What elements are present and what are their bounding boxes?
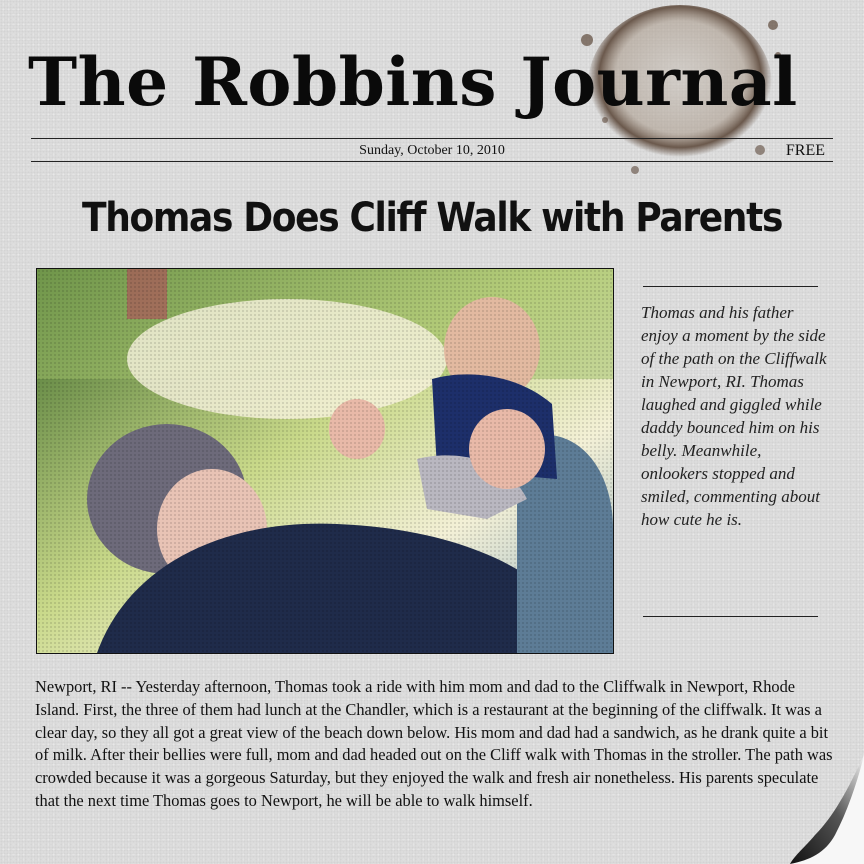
- issue-price: FREE: [785, 142, 825, 159]
- article-photo: [36, 268, 614, 654]
- top-rule: [31, 138, 833, 139]
- masthead-title: The Robbins Journal: [28, 43, 798, 121]
- issue-date: Sunday, October 10, 2010: [359, 143, 505, 158]
- caption-bottom-rule: [643, 616, 818, 617]
- article-body: Newport, RI -- Yesterday afternoon, Thomas took a ride with him mom and dad to the Cliffwalk in Newport, Rhode Island. First, the three of them had lunch at the Chandler, which is a restaurant at the beginning of the cliffwalk. It was a clear day, so they all got a great view of the beach down below. His mom and dad had a sandwich, as he drank quite a bit of milk. After their bellies were full, mom and dad headed out on the Cliff walk with Thomas in the stroller. The path was crowded because it was a gorgeous Saturday, but they enjoyed the walk and fresh air nonetheless. His parents speculate that the next time Thomas goes to Newport, he will be able to walk himself.: [35, 677, 833, 810]
- bottom-rule: [31, 161, 833, 162]
- caption-top-rule: [643, 286, 818, 287]
- dateline: [31, 142, 833, 160]
- page-curl-icon: [780, 755, 864, 864]
- article-headline: Thomas Does Cliff Walk with Parents: [81, 195, 783, 241]
- photo-caption: Thomas and his father enjoy a moment by the side of the path on the Cliffwalk in Newport, RI. Thomas laughed and giggled while daddy bounced him on his belly. Meanwhile, onlookers stopped and smiled, commenting about how cute he is.: [641, 303, 827, 529]
